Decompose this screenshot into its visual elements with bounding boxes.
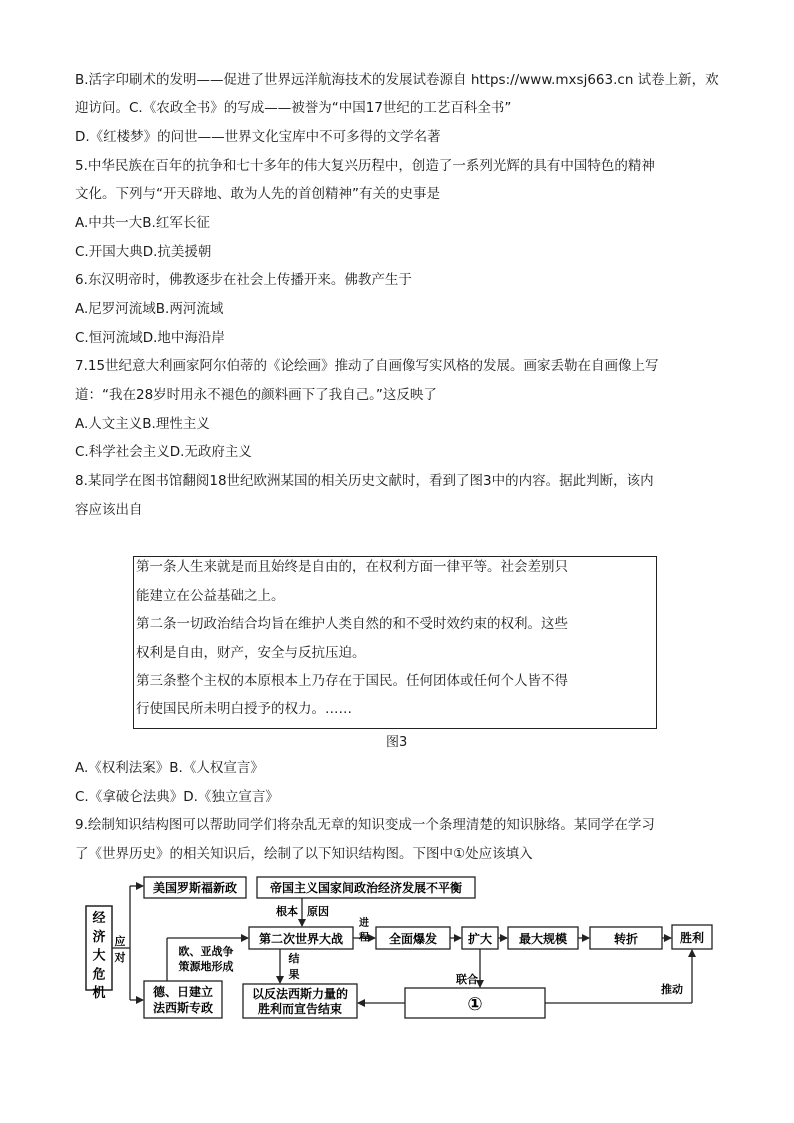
fascism-label-2: 法西斯专政 bbox=[152, 1001, 214, 1015]
text-line: 道：“我在28岁时用永不褪色的颜料画下了我自己。”这反映了 bbox=[75, 387, 437, 403]
quote-line: 能建立在公益基础之上。 bbox=[136, 588, 285, 604]
question-5: 5.中华民族在百年的抗争和七十多年的伟大复兴历程中，创造了一系列光辉的具有中国特色的精神 bbox=[75, 158, 655, 174]
option-line: C.恒河流域D.地中海沿岸 bbox=[75, 330, 225, 346]
option-line: A.《权利法案》B.《人权宣言》 bbox=[75, 760, 264, 776]
option-line: C.《拿破仑法典》D.《独立宣言》 bbox=[75, 789, 279, 805]
max-scale-label: 最大规模 bbox=[518, 932, 568, 946]
turning-label: 转折 bbox=[613, 932, 639, 946]
text-line: D.《红楼梦》的问世——世界文化宝库中不可多得的文学名著 bbox=[75, 129, 441, 145]
full-outbreak-label: 全面爆发 bbox=[388, 932, 438, 946]
text-line: 容应该出自 bbox=[75, 502, 143, 518]
end-label-2: 胜利而宣告结束 bbox=[257, 1002, 343, 1016]
new-deal-label: 美国罗斯福新政 bbox=[152, 881, 238, 895]
text-line: 了《世界历史》的相关知识后，绘制了以下知识结构图。下图中①处应该填入 bbox=[75, 846, 533, 862]
root-label: 根本 bbox=[276, 905, 298, 918]
quote-line: 第三条整个主权的本原根本上乃存在于国民。任何团体或任何个人皆不得 bbox=[136, 673, 568, 689]
option-line: A.人文主义B.理性主义 bbox=[75, 416, 210, 432]
eu-asia-label-1: 欧、亚战争 bbox=[178, 945, 234, 958]
quote-line: 权利是自由，财产，安全与反抗压迫。 bbox=[136, 645, 366, 661]
quote-line: 第二条一切政治结合均旨在维护人类自然的和不受时效约束的权利。这些 bbox=[136, 616, 568, 632]
respond-label: 应对 bbox=[114, 935, 126, 964]
process-label: 进程 bbox=[359, 918, 369, 944]
push-label: 推动 bbox=[661, 983, 683, 996]
end-label-1: 以反法西斯力量的 bbox=[251, 987, 349, 1001]
text-line: 文化。下列与“开天辟地、敢为人先的首创精神”有关的史事是 bbox=[75, 186, 440, 202]
unite-label: 联合 bbox=[456, 973, 478, 986]
ww2-label: 第二次世界大战 bbox=[258, 932, 344, 946]
crisis-label: 经济大危机 bbox=[92, 911, 106, 1002]
text-line: 迎访问。C.《农政全书》的写成——被誉为“中国17世纪的工艺百科全书” bbox=[75, 100, 512, 116]
question-8: 8.某同学在图书馆翻阅18世纪欧洲某国的相关历史文献时，看到了图3中的内容。据此判断，该内 bbox=[75, 473, 654, 489]
text-line: B.活字印刷术的发明——促进了世界远洋航海技术的发展试卷源自 https://www.mxsj663.cn 试卷上新，欢 bbox=[75, 72, 719, 88]
option-line: A.尼罗河流域B.两河流域 bbox=[75, 301, 224, 317]
blank-label: ① bbox=[467, 994, 483, 1015]
fascism-label-1: 德、日建立 bbox=[152, 985, 214, 999]
quote-line: 行使国民所未明白授予的权力。…… bbox=[136, 701, 352, 717]
eu-asia-label-2: 策源地形成 bbox=[178, 960, 234, 973]
cause-label: 原因 bbox=[307, 905, 329, 918]
question-7: 7.15世纪意大利画家阿尔伯蒂的《论绘画》推动了自画像写实风格的发展。画家丢勒在自画像上写 bbox=[75, 358, 659, 374]
imbalance-label: 帝国主义国家间政治经济发展不平衡 bbox=[269, 881, 463, 895]
figure-caption: 图3 bbox=[386, 735, 408, 750]
victory-label: 胜利 bbox=[679, 931, 705, 945]
result-label: 结果 bbox=[288, 952, 300, 981]
question-6: 6.东汉明帝时，佛教逐步在社会上传播开来。佛教产生于 bbox=[75, 272, 412, 288]
option-line: A.中共一大B.红军长征 bbox=[75, 215, 210, 231]
option-line: C.科学社会主义D.无政府主义 bbox=[75, 444, 252, 460]
option-line: C.开国大典D.抗美援朝 bbox=[75, 244, 212, 260]
expand-label: 扩大 bbox=[467, 932, 493, 946]
quote-line: 第一条人生来就是而且始终是自由的，在权利方面一律平等。社会差别只 bbox=[136, 559, 568, 575]
question-9: 9.绘制知识结构图可以帮助同学们将杂乱无章的知识变成一个条理清楚的知识脉络。某同学在学习 bbox=[75, 817, 655, 833]
